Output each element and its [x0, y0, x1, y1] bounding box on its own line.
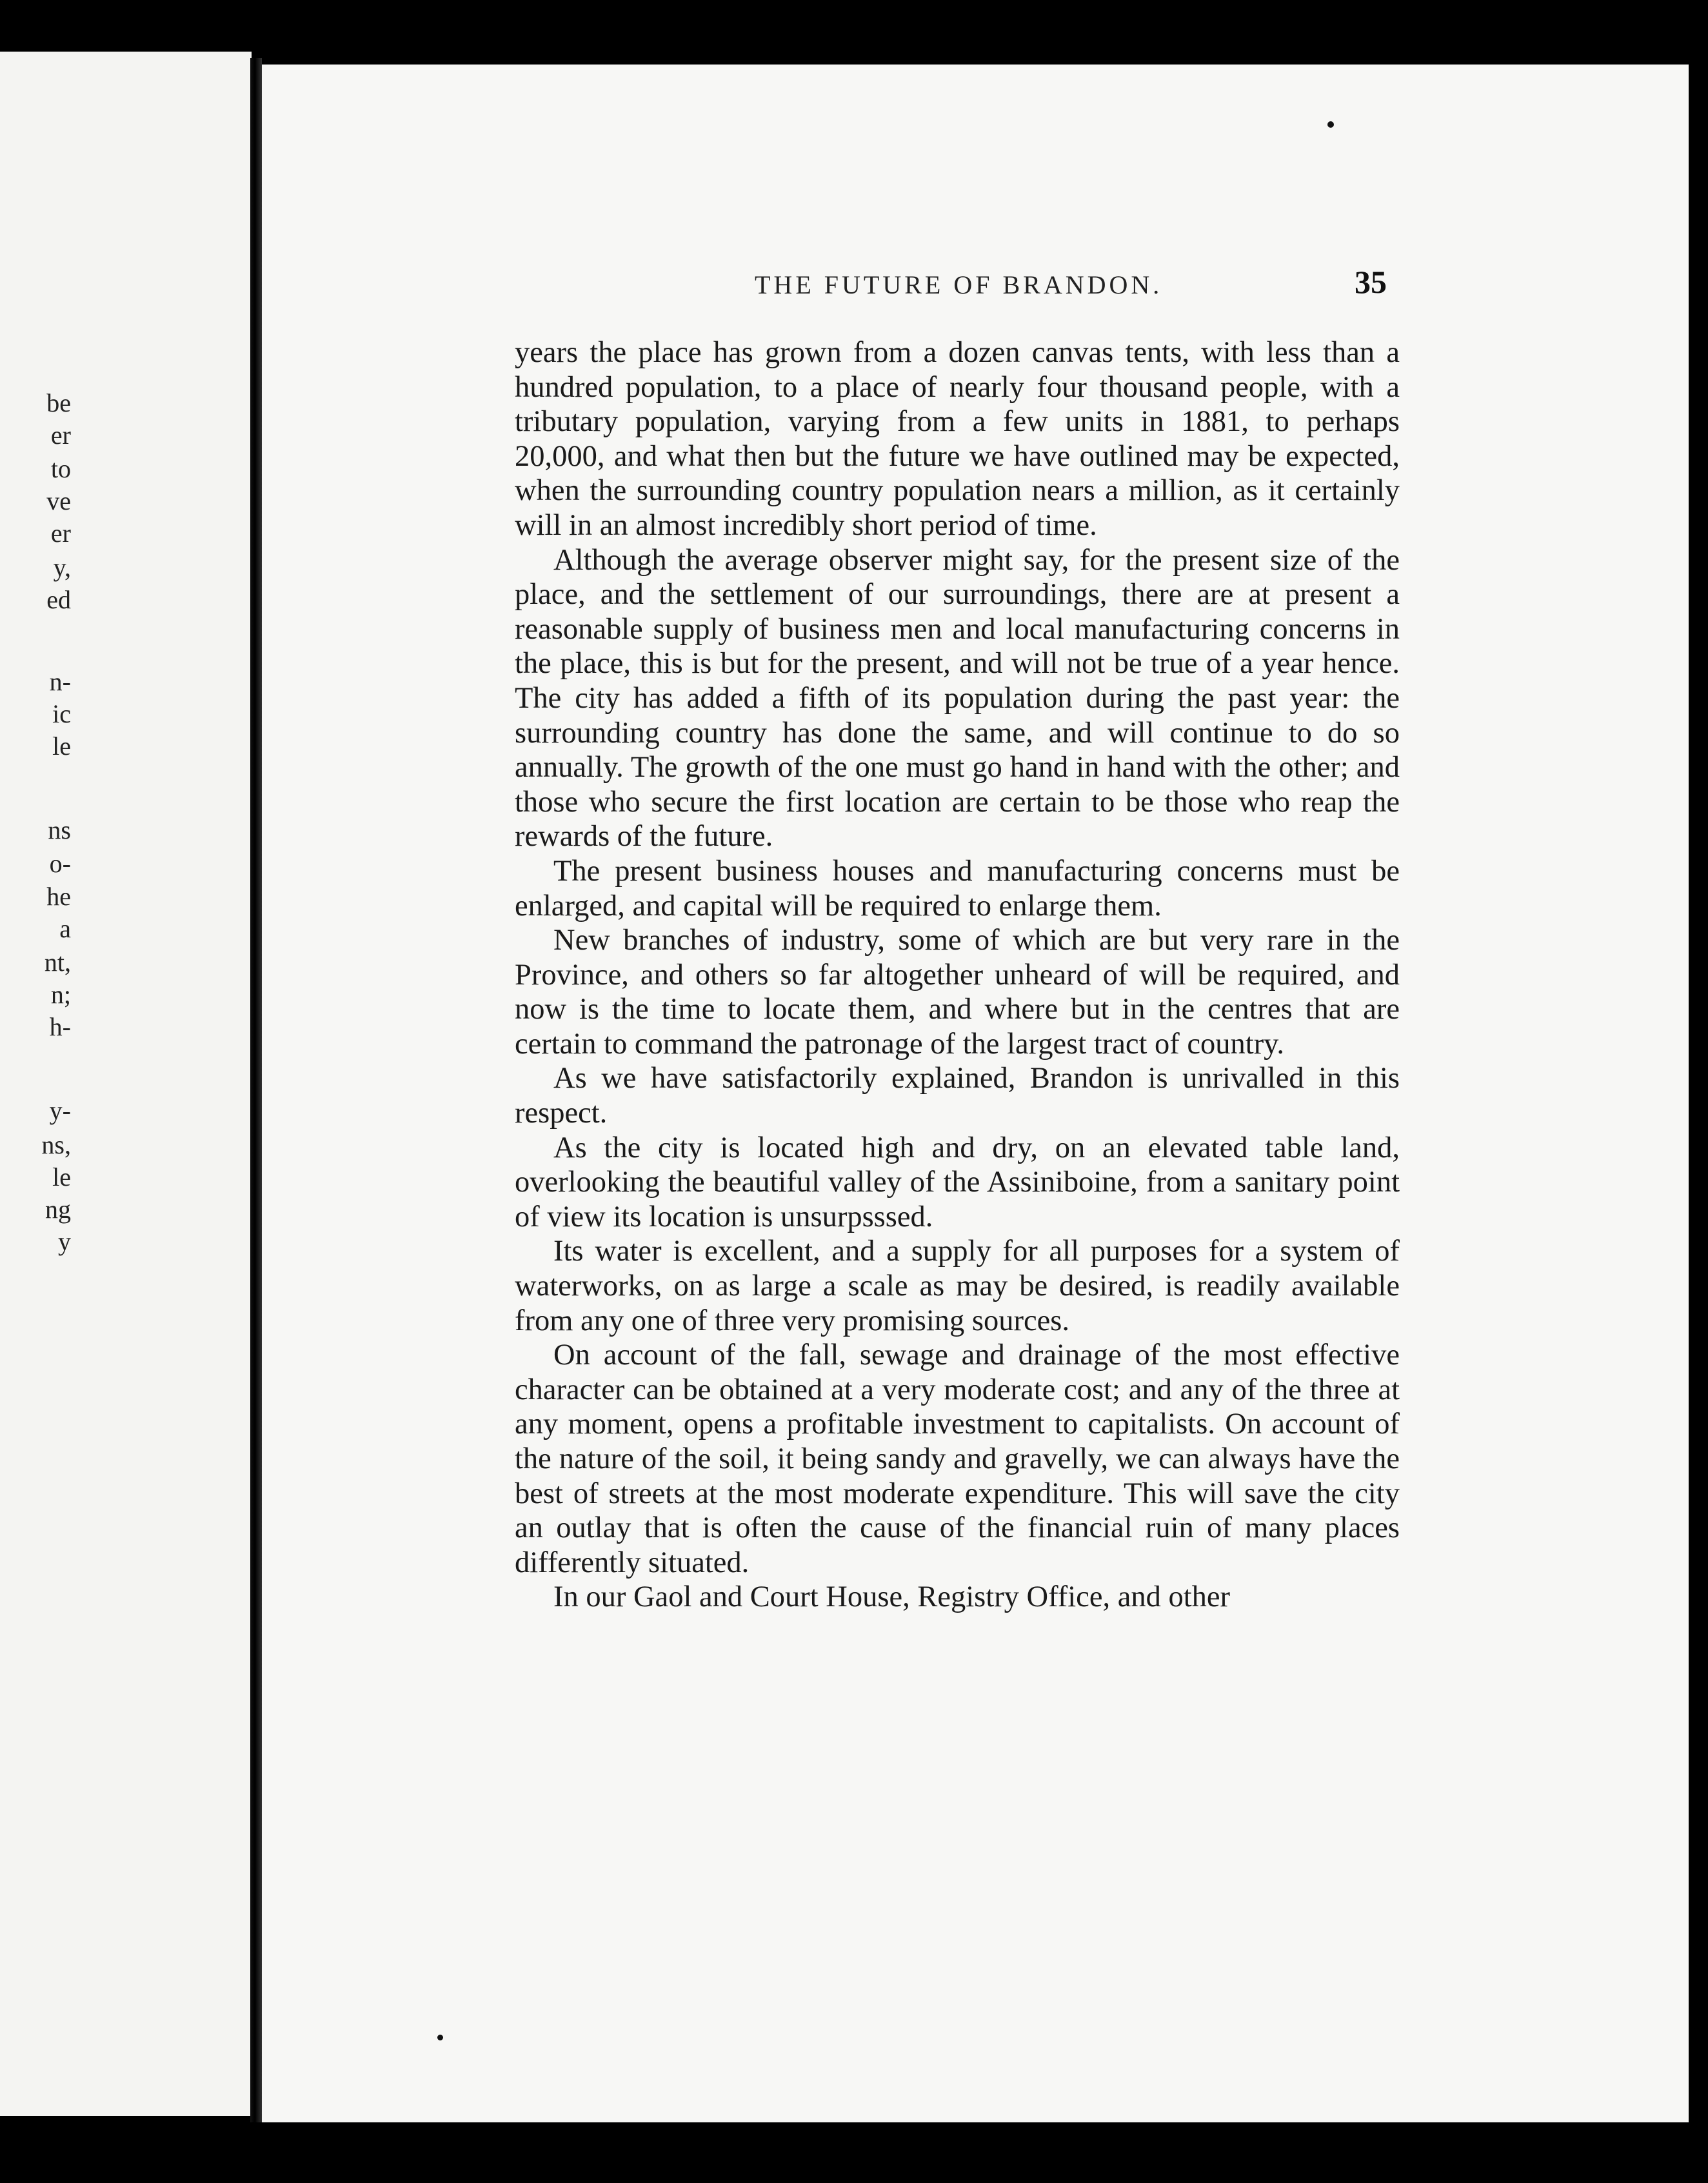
- paragraph: The present business houses and manufacturing concerns must be enlarged, and capital will be required to enlarge them.: [515, 854, 1400, 922]
- paragraph: Although the average observer might say, for the present size of the place, and the settlement of our surroundings, there are at present a reasonable supply of business men and local manufacturing concerns in the place, this is but for the present, and will not be true of a year hence. The city has added a fifth of its population during the past year: the surrounding country has done the same, and will continue to do so annually. The growth of the one must go hand in hand with the other; and those who secure the first location are certain to be those who reap the rewards of the future.: [515, 543, 1400, 853]
- paragraph: As we have satisfactorily explained, Brandon is unrivalled in this respect.: [515, 1062, 1400, 1130]
- line-fragment: nt,: [44, 948, 71, 977]
- page-number: 35: [1355, 264, 1387, 300]
- line-fragment: y: [58, 1227, 71, 1256]
- previous-page: [0, 52, 252, 2116]
- line-fragment: to: [50, 454, 71, 483]
- line-fragment: y-: [49, 1096, 71, 1125]
- paragraph: years the place has grown from a dozen canvas tents, with less than a hundred population, to a place of nearly four thousand people, with a tributary population, varying from a few units in 1881, to perhaps 20,000, and what then but the future we have outlined may be expected, when the surrounding country population nears a million, as it certainly will in an almost incredibly short period of time.: [515, 336, 1400, 542]
- line-fragment: er: [50, 421, 71, 450]
- line-fragment: le: [52, 732, 71, 761]
- paragraph: New branches of industry, some of which are but very rare in the Province, and others so far altogether unheard of will be required, and now is the time to locate them, and where but in the centres that are certain to command the patronage of the largest tract of country.: [515, 924, 1400, 1061]
- line-fragment: ic: [52, 699, 71, 728]
- line-fragment: ng: [45, 1195, 71, 1224]
- paragraph: As the city is located high and dry, on an elevated table land, overlooking the beautiful valley of the Assiniboine, from a sanitary point of view its location is unsurpsssed.: [515, 1131, 1400, 1233]
- running-head: THE FUTURE OF BRANDON.: [755, 270, 1163, 299]
- line-fragment: er: [50, 519, 71, 548]
- paragraph: Its water is excellent, and a supply for all purposes for a system of waterworks, on as large a scale as may be desired, is readily available from any one of three very promising sources.: [515, 1235, 1400, 1337]
- line-fragment: ns,: [41, 1130, 71, 1159]
- line-fragment: n-: [49, 667, 71, 696]
- line-fragment: ns: [48, 815, 71, 844]
- ink-speck: [1327, 121, 1334, 128]
- line-fragment: a: [59, 914, 71, 943]
- line-fragment: ve: [46, 486, 71, 515]
- line-fragment: n;: [50, 980, 71, 1009]
- line-fragment: le: [52, 1162, 71, 1191]
- paragraph: On account of the fall, sewage and drainage of the most effective character can be obtained at a very moderate cost; and any of the three at any moment, opens a profitable investment to capitalists. On account of the nature of the soil, it being sandy and gravelly, we can always have the best of streets at the most moderate expenditure. This will save the city an outlay that is often the cause of the financial ruin of many places differently situated.: [515, 1339, 1400, 1579]
- ink-speck: [437, 2035, 443, 2040]
- line-fragment: be: [46, 388, 71, 417]
- line-fragment: h-: [49, 1012, 71, 1041]
- line-fragment: he: [46, 882, 71, 911]
- line-fragment: o-: [49, 849, 71, 878]
- book-gutter: [250, 58, 262, 2122]
- line-fragment: y,: [53, 553, 71, 582]
- line-fragment: ed: [46, 585, 71, 614]
- paragraph: In our Gaol and Court House, Registry Office, and other: [553, 1580, 1231, 1614]
- body-text: [515, 335, 1400, 1615]
